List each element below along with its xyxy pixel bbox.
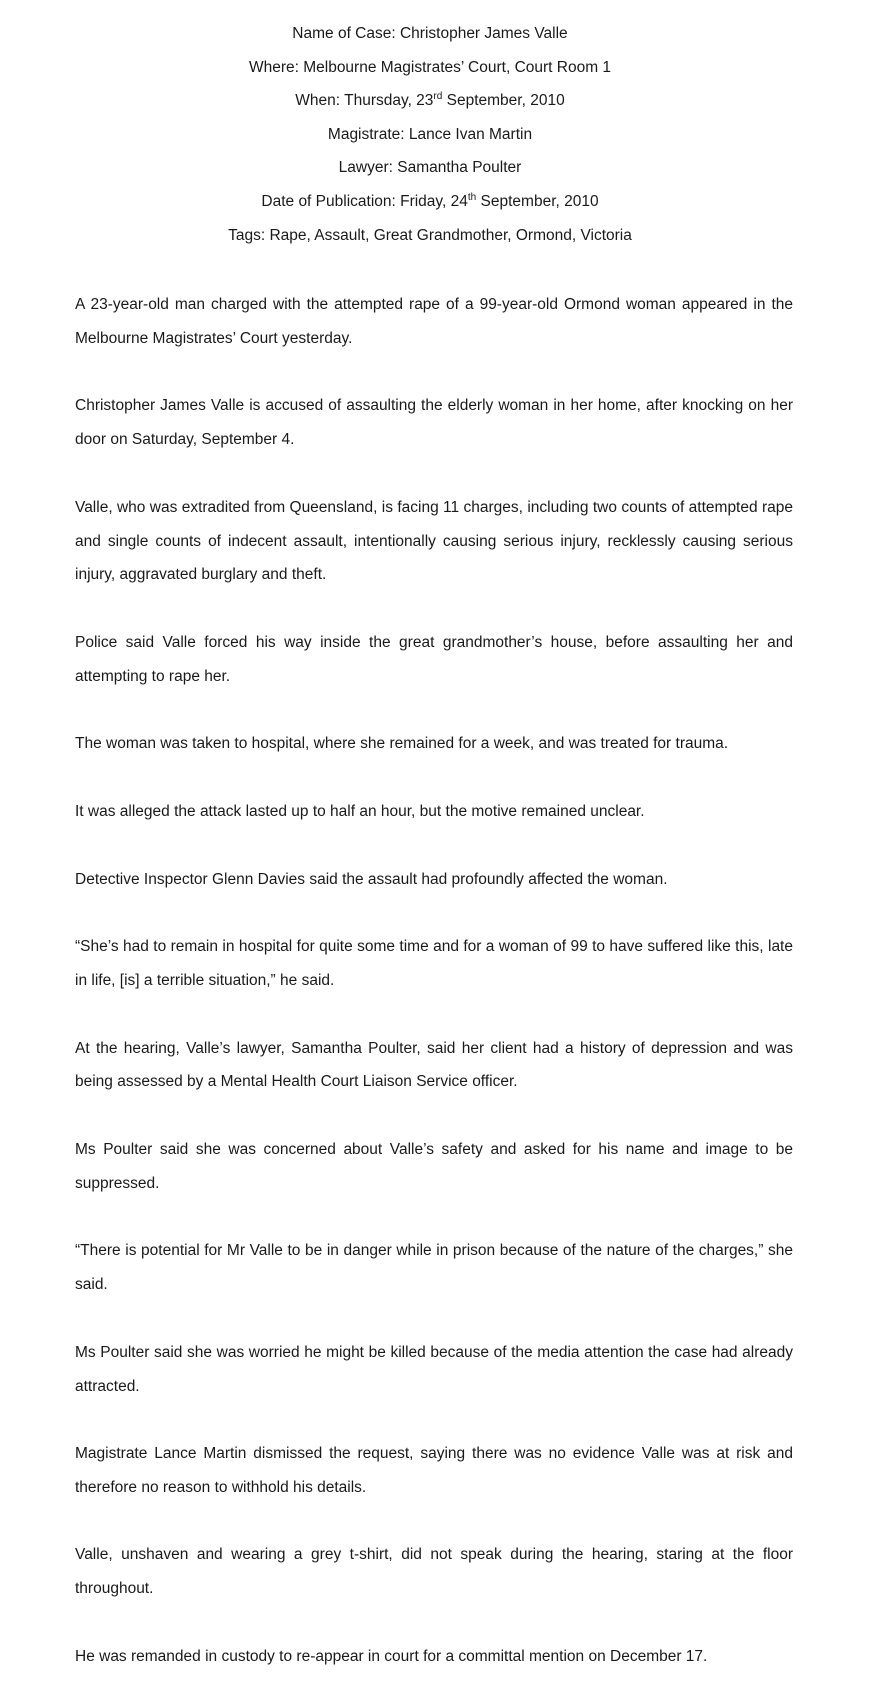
article-paragraph: The woman was taken to hospital, where she remained for a week, and was treated for trauma. (75, 735, 729, 753)
case-date-ordinal: rd (433, 91, 443, 103)
case-date-suffix: September, 2010 (442, 92, 565, 110)
article-paragraph: Ms Poulter said she was worried he might be killed because of the media attention the case had already attracted. (75, 1343, 793, 1395)
article-paragraph: It was alleged the attack lasted up to half an hour, but the motive remained unclear. (75, 802, 645, 820)
article-paragraph: Valle, unshaven and wearing a grey t-shirt, did not speak during the hearing, staring at the floor throughout. (75, 1546, 793, 1598)
article-paragraph: Detective Inspector Glenn Davies said the assault had profoundly affected the woman. (75, 870, 668, 888)
article-paragraph: Magistrate Lance Martin dismissed the request, saying there was no evidence Valle was at risk and therefore no reason to withhold his details. (75, 1445, 793, 1496)
case-date (0, 90, 860, 124)
publication-date-suffix: September, 2010 (476, 192, 599, 210)
article-paragraph: Police said Valle forced his way inside the great grandmother’s house, before assaulting her and attempting to rape her. (75, 633, 793, 685)
article-paragraph: “She’s had to remain in hospital for quite some time and for a woman of 99 to have suffered like this, late in life, [is] a terrible situation,” he said. (75, 938, 793, 989)
article-paragraph: He was remanded in custody to re-appear in court for a committal mention on December 17. (75, 1647, 708, 1665)
article-body (75, 288, 793, 1674)
case-location: Where: Melbourne Magistrates’ Court, Court Room 1 (248, 58, 612, 76)
article-paragraph: At the hearing, Valle’s lawyer, Samantha Poulter, said her client had a history of depression and was being assessed by a Mental Health Court Liaison Service officer. (75, 1039, 793, 1091)
case-date-prefix: When: Thursday, 23 (295, 92, 434, 110)
article-paragraph: Ms Poulter said she was concerned about Valle’s safety and asked for his name and image to be suppressed. (75, 1140, 793, 1192)
publication-date-prefix: Date of Publication: Friday, 24 (261, 192, 468, 210)
case-tags: Tags: Rape, Assault, Great Grandmother, Ormond, Victoria (228, 226, 632, 244)
article-paragraph: Valle, who was extradited from Queensland, is facing 11 charges, including two counts of attempted rape and single counts of indecent assault, intentionally causing serious injury, recklessly causing serious injury, aggravated burglary and theft. (75, 498, 793, 584)
publication-date (0, 191, 860, 225)
publication-date-ordinal: th (467, 191, 477, 203)
case-lawyer: Lawyer: Samantha Poulter (338, 159, 522, 177)
case-magistrate: Magistrate: Lance Ivan Martin (327, 125, 533, 143)
article-paragraph: “There is potential for Mr Valle to be in danger while in prison because of the nature of the charges,” she said. (75, 1242, 793, 1294)
case-name: Name of Case: Christopher James Valle (292, 25, 568, 42)
article-paragraph: A 23-year-old man charged with the attempted rape of a 99-year-old Ormond woman appeared in the Melbourne Magistrates’ Court yesterday. (75, 296, 793, 347)
article-paragraph: Christopher James Valle is accused of assaulting the elderly woman in her home, after knocking on her door on Saturday, September 4. (75, 397, 793, 449)
case-header (0, 23, 860, 258)
